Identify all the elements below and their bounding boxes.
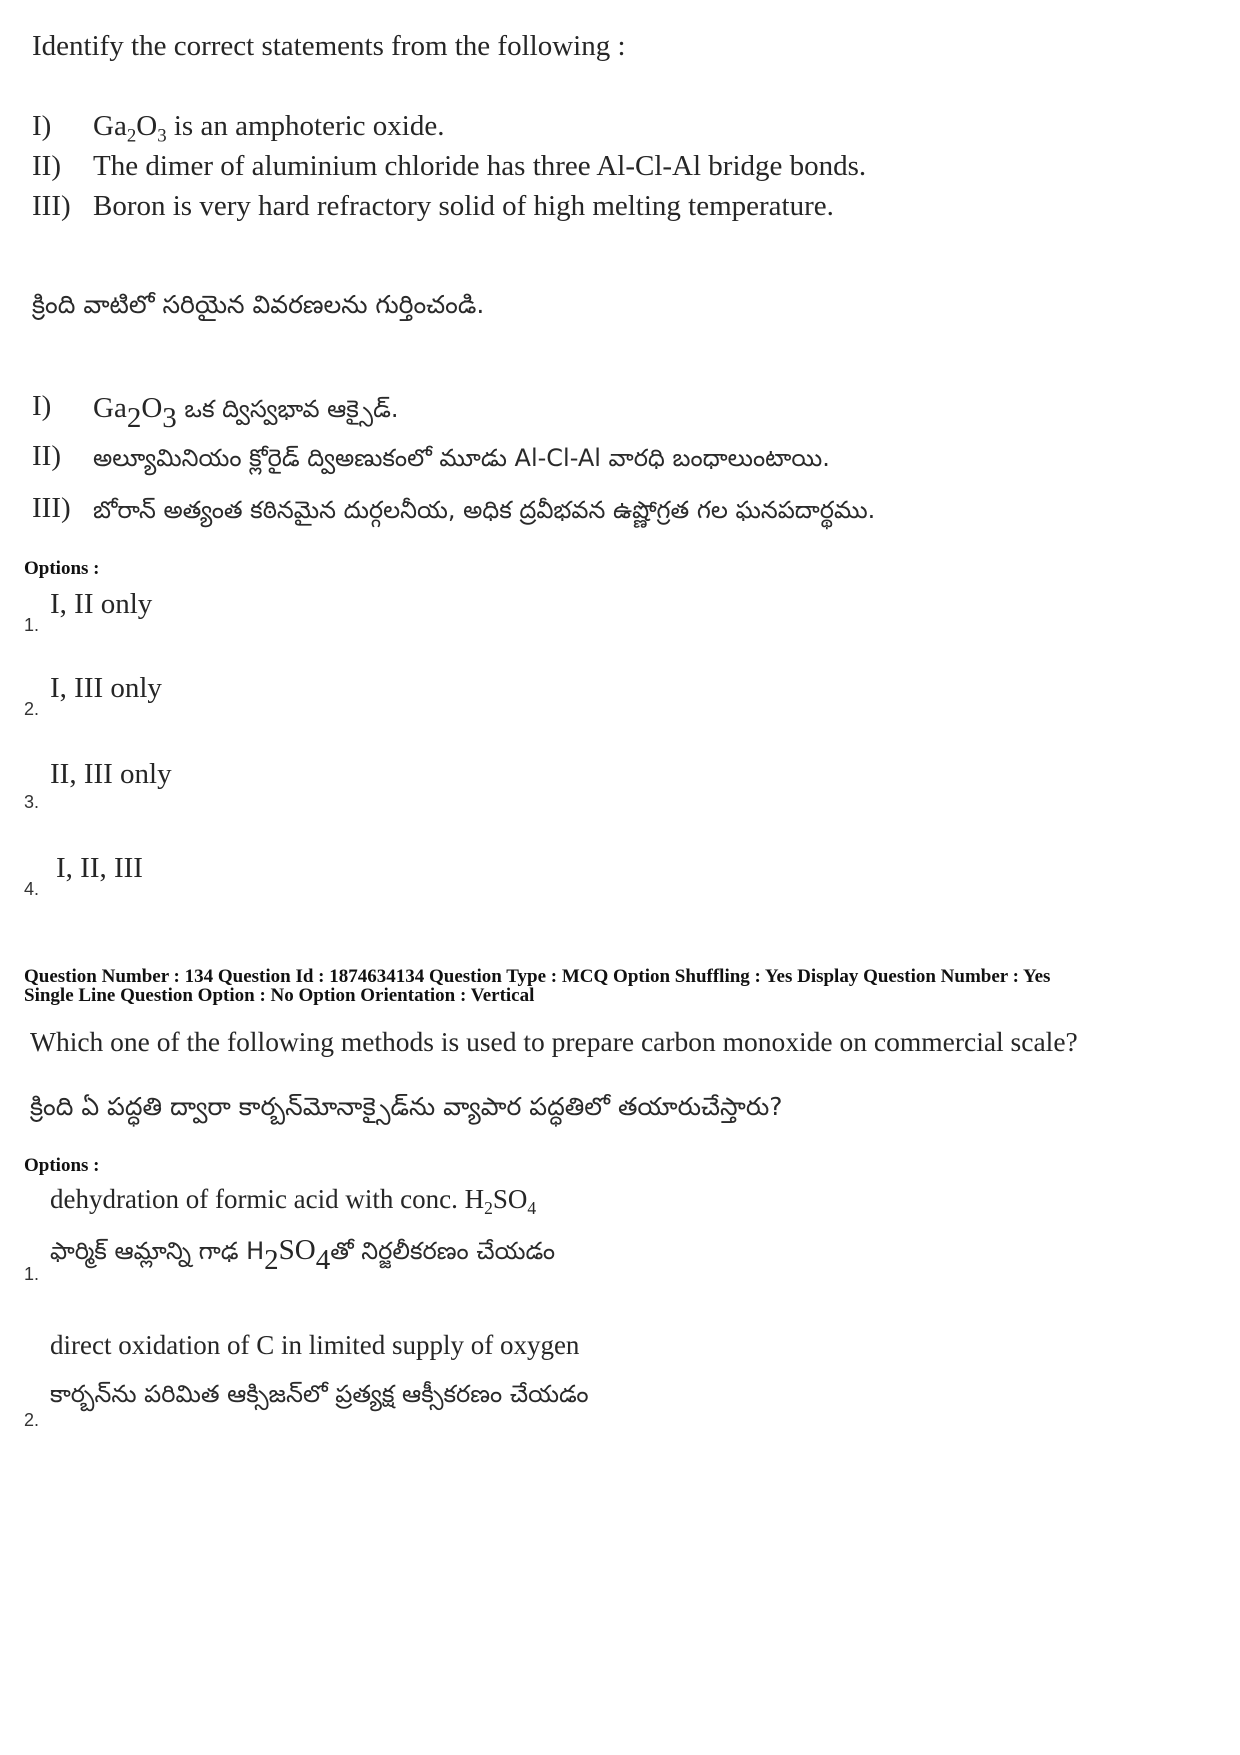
option-text-en[interactable]: dehydration of formic acid with conc. $H_2SO_4$ bbox=[50, 1184, 537, 1219]
statement-text: $Ga_2O_3$ is an amphoteric oxide. bbox=[93, 110, 445, 147]
option-number: 2. bbox=[24, 699, 40, 719]
option-number: 2. bbox=[24, 1410, 40, 1430]
question-meta-line-1: Question Number : 134 Question Id : 1874634134 Question Type : MCQ Option Shuffling : Yes Display Question Number : Yes bbox=[24, 966, 1051, 987]
statement-number: I) bbox=[32, 390, 52, 422]
statement-number: II) bbox=[32, 440, 61, 472]
question-prompt-te: క్రింది వాటిలో సరియైన వివరణలను గుర్తించండి. bbox=[32, 290, 485, 319]
statement-text: The dimer of aluminium chloride has three Al-Cl-Al bridge bonds. bbox=[93, 150, 867, 182]
statement-text-te: $Ga_2O_3$ ఒక ద్విస్వభావ ఆక్సైడ్. bbox=[93, 392, 399, 435]
option-text[interactable]: I, II, III bbox=[56, 852, 143, 884]
statement-number: II) bbox=[32, 150, 61, 182]
statement-text-te: బోరాన్ అత్యంత కఠినమైన దుర్గలనీయ, అధిక ద్రవీభవన ఉష్ణోగ్రత గల ఘనపదార్థము. bbox=[93, 496, 876, 524]
option-text-te[interactable]: ఫార్మిక్ ఆమ్లాన్ని గాఢ $H_2SO_4తో$ నిర్జలీకరణం చేయడం bbox=[50, 1234, 556, 1277]
option-number: 1. bbox=[24, 615, 40, 635]
option-text[interactable]: I, III only bbox=[50, 672, 162, 704]
statement-number: I) bbox=[32, 110, 52, 142]
question-prompt-en: Identify the correct statements from the following : bbox=[32, 30, 626, 62]
options-label: Options : bbox=[24, 1155, 100, 1176]
options-label: Options : bbox=[24, 558, 100, 579]
question-meta-line-2: Single Line Question Option : No Option Orientation : Vertical bbox=[24, 985, 535, 1006]
statement-text: Boron is very hard refractory solid of high melting temperature. bbox=[93, 190, 834, 222]
option-text[interactable]: I, II only bbox=[50, 588, 153, 620]
question-prompt-en: Which one of the following methods is used to prepare carbon monoxide on commercial scale? bbox=[30, 1026, 1078, 1057]
statement-number: III) bbox=[32, 190, 71, 222]
option-text-te[interactable]: కార్బన్‌ను పరిమిత ఆక్సిజన్‌లో ప్రత్యక్ష ఆక్సీకరణం చేయడం bbox=[50, 1380, 589, 1408]
option-number: 3. bbox=[24, 792, 40, 812]
option-text-en[interactable]: direct oxidation of C in limited supply of oxygen bbox=[50, 1330, 580, 1360]
option-text[interactable]: II, III only bbox=[50, 758, 172, 790]
statement-text-te: అల్యూమినియం క్లోరైడ్ ద్విఅణుకంలో మూడు Al-Cl-Al వారధి బంధాలుంటాయి. bbox=[93, 444, 830, 472]
question-prompt-te: క్రింది ఏ పద్ధతి ద్వారా కార్బన్‌మోనాక్సైడ్‌ను వ్యాపార పద్ధతిలో తయారుచేస్తారు? bbox=[30, 1092, 783, 1121]
option-number: 1. bbox=[24, 1264, 40, 1284]
statement-number: III) bbox=[32, 492, 71, 524]
option-number: 4. bbox=[24, 879, 40, 899]
